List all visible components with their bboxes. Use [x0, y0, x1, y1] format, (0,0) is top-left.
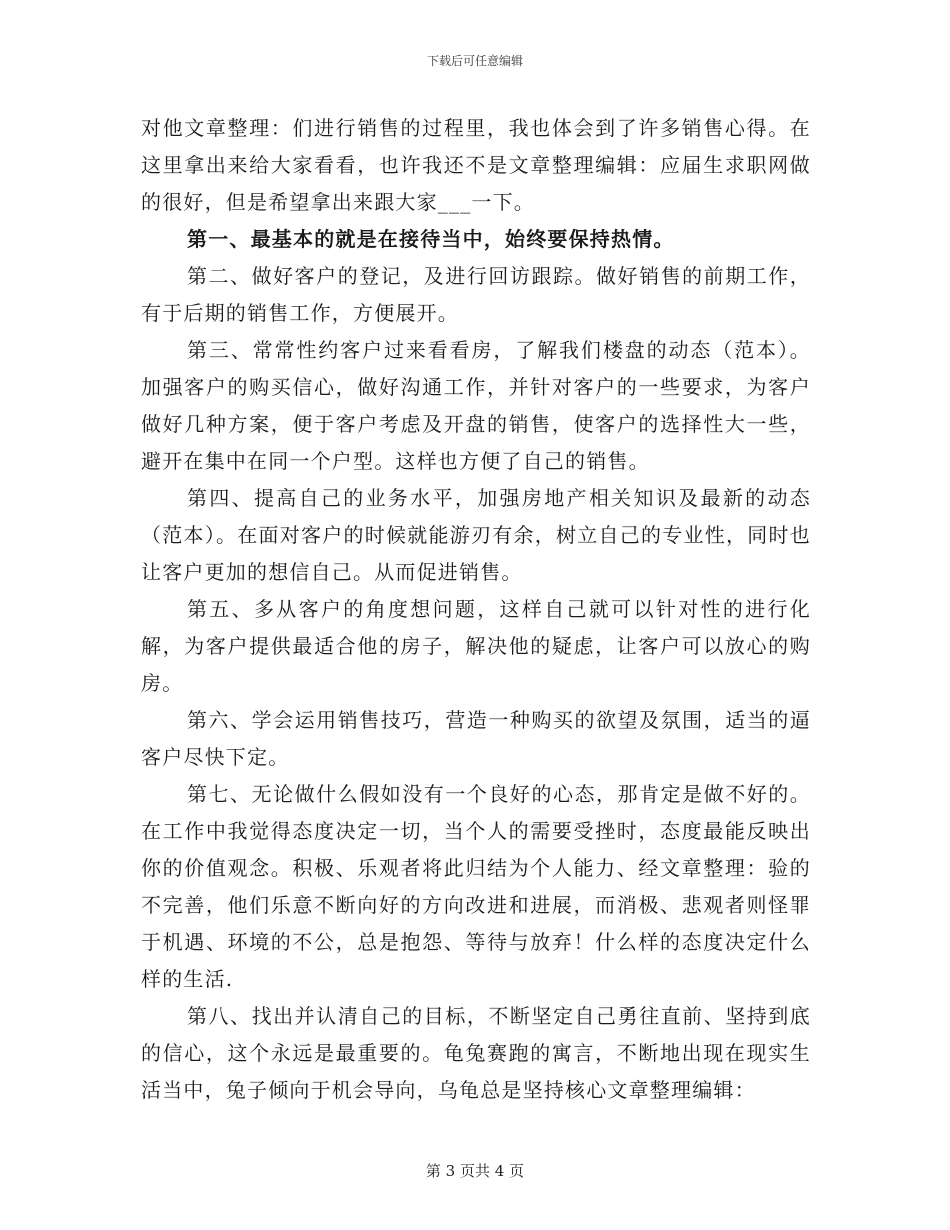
paragraph-point-6: 第六、学会运用销售技巧，营造一种购买的欲望及氛围，适当的逼客户尽快下定。 — [141, 708, 811, 769]
paragraph-point-7: 第七、无论做什么假如没有一个良好的心态，那肯定是做不好的。在工作中我觉得态度决定一切，当个人的需要受挫时，态度最能反映出你的价值观念。积极、乐观者将此归结为个人能力、经文章整理：验的不完善，他们乐意不断向好的方向改进和进展，而消极、悲观者则怪罪于机遇、环境的不公，总是抱怨、等待与放弃！什么样的态度决定什么样的生活. — [141, 782, 811, 991]
paragraph-point-8: 第八、找出并认清自己的目标，不断坚定自己勇往直前、坚持到底的信心，这个永远是最重要的。龟兔赛跑的寓言，不断地出现在现实生活当中，兔子倾向于机会导向，乌龟总是坚持核心文章整理编辑： — [141, 1004, 811, 1102]
page-header: 下载后可任意编辑 — [426, 54, 523, 68]
paragraph-point-2: 第二、做好客户的登记，及进行回访跟踪。做好销售的前期工作，有于后期的销售工作，方便展开。 — [141, 264, 811, 325]
document-body — [141, 110, 811, 1109]
paragraph-point-1: 第一、最基本的就是在接待当中，始终要保持热情。 — [187, 227, 675, 251]
paragraph-point-3: 第三、常常性约客户过来看看房，了解我们楼盘的动态（范本）。加强客户的购买信心，做好沟通工作，并针对客户的一些要求，为客户做好几种方案，便于客户考虑及开盘的销售，使客户的选择性大一些，避开在集中在同一个户型。这样也方便了自己的销售。 — [141, 338, 811, 473]
paragraph-point-5: 第五、多从客户的角度想问题，这样自己就可以针对性的进行化解，为客户提供最适合他的房子，解决他的疑虑，让客户可以放心的购房。 — [141, 597, 811, 695]
paragraph-point-4: 第四、提高自己的业务水平，加强房地产相关知识及最新的动态（范本）。在面对客户的时候就能游刃有余，树立自己的专业性，同时也让客户更加的想信自己。从而促进销售。 — [141, 486, 811, 584]
page-number: 第 3 页共 4 页 — [425, 1162, 525, 1180]
paragraph-intro: 对他文章整理：们进行销售的过程里，我也体会到了许多销售心得。在这里拿出来给大家看看，也许我还不是文章整理编辑：应届生求职网做的很好，但是希望拿出来跟大家___一下。 — [141, 116, 811, 214]
